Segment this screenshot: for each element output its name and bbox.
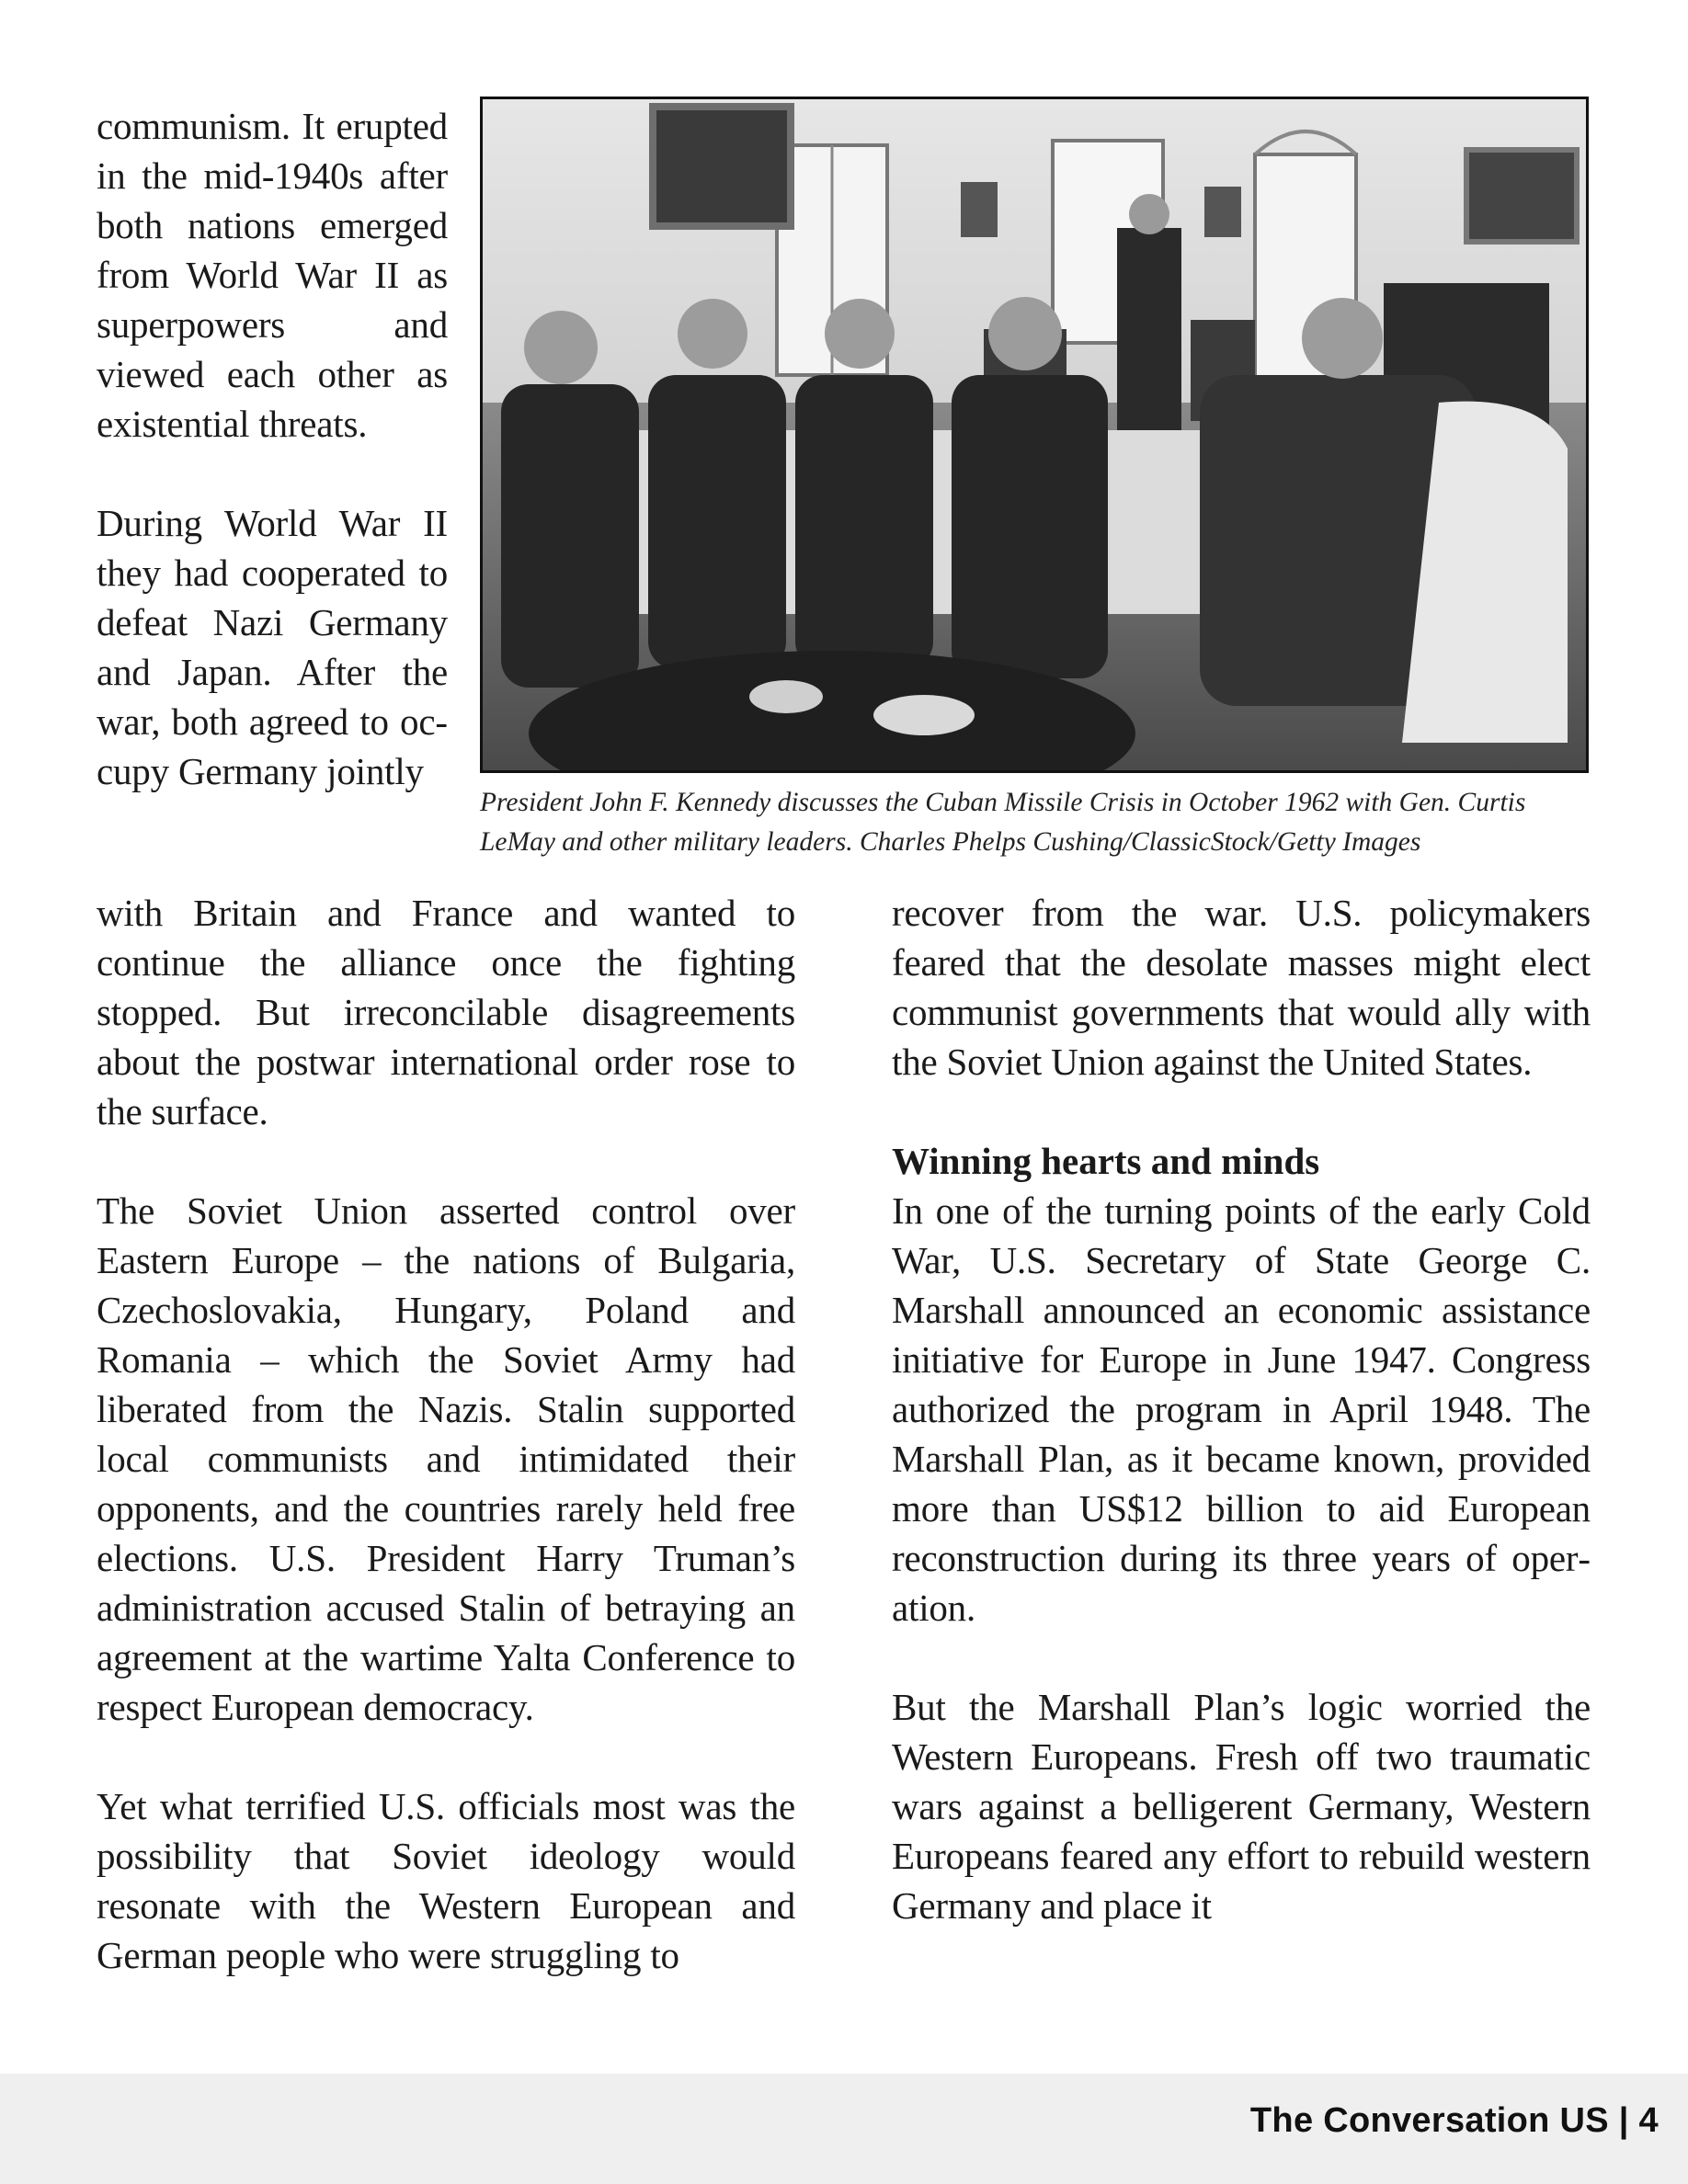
narrow-text-column: [97, 101, 448, 796]
paragraph-marshall-plan: In one of the turning points of the early Cold War, U.S. Secretary of State George C. Marshall announced an economic assistance initiative for Europe in June 1947. Congress authorized the program in April 1948. The Marshall Plan, as it became known, provided more than US$12 billion to aid European reconstruction during its three years of operation.: [892, 1189, 1591, 1629]
left-text-column: [97, 888, 795, 1980]
footer-page-label: The Conversation US | 4: [1249, 2101, 1659, 2140]
paragraph-terrified-officials: Yet what terrified U.S. officials most was the possibility that Soviet ideology would resonate with the Western European and German people who were struggling to: [97, 1785, 795, 1976]
paragraph-recover: recover from the war. U.S. policymakers feared that the desolate masses might elect communist governments that would ally with the Soviet Union against the United States.: [892, 892, 1591, 1083]
section-heading: Winning hearts and minds: [892, 1140, 1320, 1182]
paragraph-world-war-start: During World War II they had cooperated to defeat Nazi Germany and Japan. After the war, both agreed to occupy Germany jointly: [97, 502, 448, 792]
paragraph-communism: communism. It erupted in the mid-1940s after both nations emerged from World War II as superpowers and viewed each other as existential threats.: [97, 105, 448, 445]
photograph-icon: [480, 97, 1589, 773]
paragraph-marshall-logic: But the Marshall Plan’s logic worried the Western Europeans. Fresh off two traumatic wars against a belligerent Germany, Western Europeans feared any effort to rebuild western Germany and place it: [892, 1686, 1591, 1927]
photo-caption: President John F. Kennedy discusses the Cuban Missile Crisis in October 1962 with Gen. Curtis LeMay and other military leaders. Charles Phelps Cushing/ClassicStock/Getty Images: [480, 788, 1526, 857]
page-footer: [0, 2074, 1688, 2184]
paragraph-alliance: with Britain and France and wanted to continue the alliance once the fighting stopped. But irreconcilable disagreements about the postwar international order rose to the surface.: [97, 892, 795, 1132]
right-text-column: [892, 888, 1591, 1930]
paragraph-soviet-control: The Soviet Union asserted control over Eastern Europe – the nations of Bulgaria, Czechoslovakia, Hungary, Poland and Romania – which the Soviet Army had liberated from the Nazis. Stalin supported local communists and intimidated their opponents, and the countries rarely held free elections. U.S. President Harry Truman’s administration accused Stalin of betraying an agreement at the wartime Yalta Conference to respect European democracy.: [97, 1189, 795, 1728]
